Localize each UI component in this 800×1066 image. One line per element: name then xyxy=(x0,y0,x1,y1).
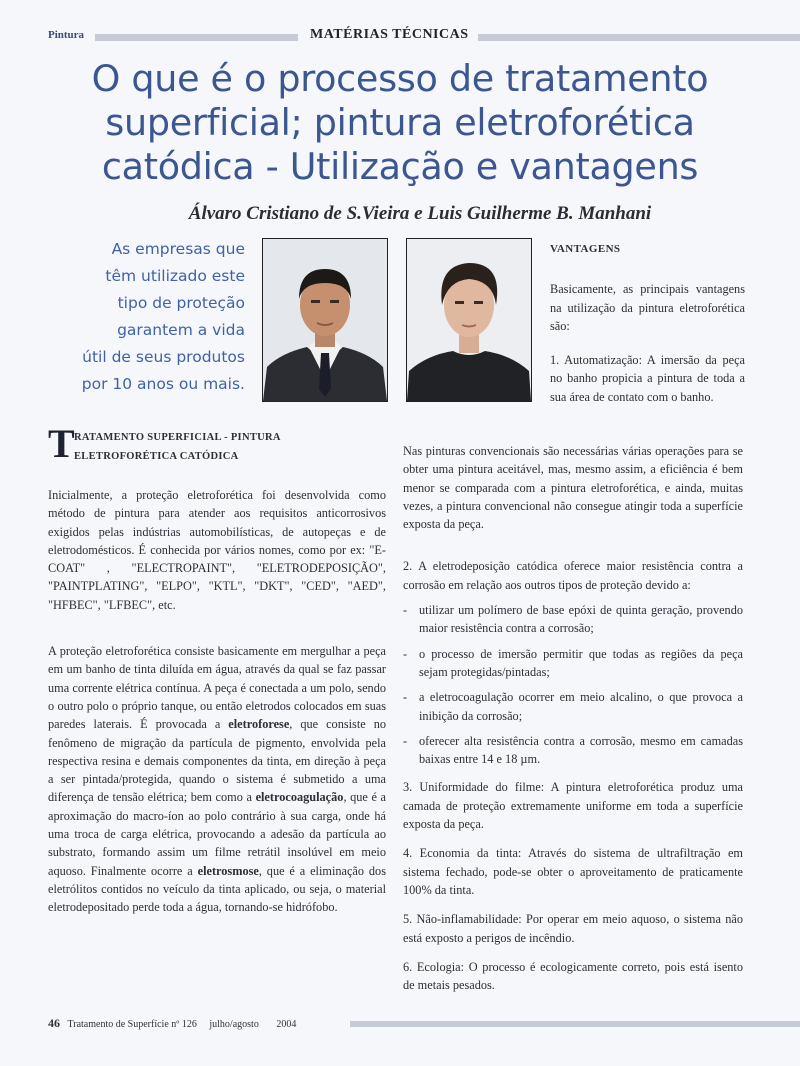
section-heading: MATÉRIAS TÉCNICAS xyxy=(310,27,469,42)
drop-cap: T xyxy=(48,421,75,466)
term-eletrosmose: eletrosmose xyxy=(197,863,259,878)
issue-year: 2004 xyxy=(276,1019,297,1030)
advantages-heading: VANTAGENS xyxy=(550,243,621,255)
right-column xyxy=(403,442,743,1005)
pull-quote-line: por 10 anos ou mais. xyxy=(81,375,245,393)
pull-quote-line: garantem a vida xyxy=(117,321,245,339)
paragraph-process xyxy=(48,642,386,916)
list-item: - a eletrocoagulação ocorrer em meio alcalino, o que provoca a inibição da corrosão; xyxy=(403,688,743,725)
left-column xyxy=(48,421,387,928)
page-number: 46 xyxy=(48,1016,60,1030)
advantages-intro: Basicamente, as principais vantagens na utilização da pintura eletroforética são: xyxy=(550,282,745,333)
advantages-intro-block xyxy=(550,240,745,417)
term-eletrocoagulacao: eletrocoagulação xyxy=(255,790,344,805)
list-item: - utilizar um polímero de base epóxi de quinta geração, provendo maior resistência contra a corrosão; xyxy=(403,601,743,638)
section-tag: Pintura xyxy=(48,29,90,41)
section-title-line-1: RATAMENTO SUPERFICIAL - PINTURA xyxy=(74,432,281,443)
header-rule-right xyxy=(478,34,800,41)
header-rule-left xyxy=(95,34,298,41)
pull-quote xyxy=(60,236,245,398)
authors: Álvaro Cristiano de S.Vieira e Luis Guilherme B. Manhani xyxy=(188,203,652,224)
term-eletroforese: eletroforese xyxy=(228,717,290,732)
title-line-1: O que é o processo de tratamento xyxy=(91,57,709,100)
advantage-item-3: 3. Uniformidade do filme: A pintura eletroforética produz uma camada de proteção extremamente uniforme em toda a superfície exposta da peça. xyxy=(403,780,743,832)
section-title-line-2: ELETROFORÉTICA CATÓDICA xyxy=(74,451,239,462)
pull-quote-line: têm utilizado este xyxy=(105,267,245,285)
pull-quote-line: tipo de proteção xyxy=(117,294,245,312)
advantage-item-4: 4. Economia da tinta: Através do sistema de ultrafiltração em sistema fechado, pode-se obter o aproveitamento de praticamente 100% da tinta. xyxy=(403,846,743,897)
advantage-item-5: 5. Não-inflamabilidade: Por operar em meio aquoso, o sistema não está exposto a perigos de incêndio. xyxy=(403,912,743,945)
advantage-item-1: 1. Automatização: A imersão da peça no banho propicia a pintura de toda a sua área de contato com o banho. xyxy=(550,353,745,404)
list-item: - oferecer alta resistência contra a corrosão, mesmo em camadas baixas entre 14 e 18 µm. xyxy=(403,732,743,769)
author-photo-2 xyxy=(406,238,532,402)
issue-months: julho/agosto xyxy=(209,1019,259,1030)
paragraph-text: , que é a eliminação dos eletrólitos contidos no veículo da tinta aplicado, ou seja, o material eletrodepositado perde toda a água, tornando-se hidrófobo. xyxy=(48,863,386,915)
paragraph-text: , que consiste no fenômeno de migração da partícula de pigmento, envolvida pela respectiva resina e demais componentes da tinta, em direção à peça a ser pintada/protegida, quando o sistema é submetido a uma diferença de tensão elétrica; bem como a xyxy=(48,717,387,805)
advantage-item-6: 6. Ecologia: O processo é ecologicamente correto, pois está isento de metais pesados. xyxy=(403,959,743,993)
publication-name: Tratamento de Superfície nº 126 xyxy=(67,1019,197,1030)
section-title xyxy=(74,428,281,466)
pull-quote-line: útil de seus produtos xyxy=(82,348,245,366)
author-photo-1 xyxy=(262,238,388,402)
page-footer xyxy=(48,1016,296,1031)
paragraph-text: , que é a aproximação do macro-íon ao polo contrário à sua carga, onde há uma troca de carga elétrica, provocando a adesão da partícula ao substrato, formando assim um filme retrátil insolúvel em meio aquoso. Finalmente ocorre a xyxy=(48,790,387,878)
portrait-man-suit-image xyxy=(263,239,387,401)
section-heading-block xyxy=(48,421,386,480)
title-line-3: catódica - Utilização e vantagens xyxy=(101,145,699,188)
paragraph-text: A proteção eletroforética consiste basicamente em mergulhar a peça em um banho de tinta diluída em água, através da qual se faz passar uma corrente elétrica contínua. A peça é conectada a um polo, sendo o outro polo o próprio tanque, ou então eletrodos colocados em suas paredes laterais. É provocada a xyxy=(48,644,386,732)
footer-rule xyxy=(350,1021,800,1027)
title-line-2: superficial; pintura eletroforética xyxy=(105,101,695,144)
corrosion-reasons-list xyxy=(403,601,743,768)
list-item: - o processo de imersão permitir que todas as regiões da peça sejam protegidas/pintadas; xyxy=(403,645,743,682)
pull-quote-line: As empresas que xyxy=(111,240,245,258)
article-title xyxy=(0,57,800,189)
paragraph-intro: Inicialmente, a proteção eletroforética foi desenvolvida como método de pintura para atender aos requisitos anticorrosivos exigidos pelas indústrias automobilísticas, de autopeças e de eletrodomésticos. É conhecida por vários nomes, como por ex: "E-COAT" , "ELECTROPAINT", "ELETRODEPOSIÇÃO", "PAINTPLATING", "ELPO", "KTL", "DKT", "CED", "AED", "HFBEC", "LFBEC", etc. xyxy=(48,488,386,612)
advantage-item-2: 2. A eletrodeposição catódica oferece maior resistência contra a corrosão em relação aos outros tipos de proteção devido a: xyxy=(403,559,743,592)
paragraph-conventional: Nas pinturas convencionais são necessárias várias operações para se obter uma pintura aceitável, mas, mesmo assim, a eficiência é bem menor se comparada com a pintura eletroforética, e ainda, muitas vezes, a pintura convencional não consegue atingir toda a superfície exposta da peça. xyxy=(403,444,743,532)
portrait-young-man-image xyxy=(407,239,531,401)
